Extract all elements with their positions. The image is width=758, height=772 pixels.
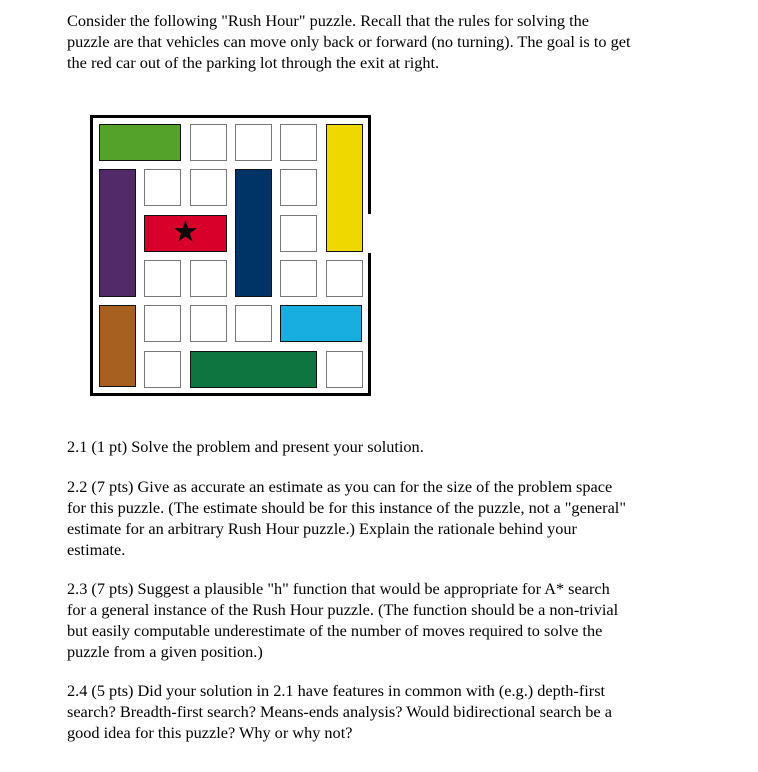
empty-cell (190, 169, 227, 206)
board-exit (368, 214, 372, 253)
rush-hour-board (90, 115, 371, 396)
star-icon: ★ (171, 215, 199, 249)
navy-truck[interactable] (235, 169, 272, 297)
text-line: puzzle are that vehicles can move only back or forward (no turning). The goal is to get (67, 32, 631, 51)
empty-cell (144, 169, 181, 206)
empty-cell (190, 124, 227, 161)
empty-cell (326, 351, 363, 388)
question-2-2 (67, 476, 626, 560)
empty-cell (235, 305, 272, 342)
text-line: for a general instance of the Rush Hour puzzle. (The function should be a non-trivial (67, 600, 619, 619)
text-line: 2.4 (5 pts) Did your solution in 2.1 have features in common with (e.g.) depth-first (67, 681, 606, 700)
green-car[interactable] (99, 124, 181, 161)
text-line: 2.2 (7 pts) Give as accurate an estimate as you can for the size of the problem space (67, 477, 613, 496)
text-line: Consider the following "Rush Hour" puzzle. Recall that the rules for solving the (67, 11, 589, 30)
text-line: search? Breadth-first search? Means-ends analysis? Would bidirectional search be a (67, 702, 612, 721)
text-line: 2.3 (7 pts) Suggest a plausible "h" function that would be appropriate for A* search (67, 579, 610, 598)
text-line: estimate. (67, 540, 126, 559)
text-line: estimate for an arbitrary Rush Hour puzzle.) Explain the rationale behind your (67, 519, 577, 538)
empty-cell (280, 169, 317, 206)
cyan-car[interactable] (280, 305, 362, 342)
text-line: 2.1 (1 pt) Solve the problem and present your solution. (67, 437, 424, 456)
yellow-truck[interactable] (326, 124, 363, 252)
empty-cell (235, 124, 272, 161)
empty-cell (280, 124, 317, 161)
empty-cell (144, 351, 181, 388)
text-line: for this puzzle. (The estimate should be for this instance of the puzzle, not a "general" (67, 498, 626, 517)
text-line: but easily computable underestimate of the number of moves required to solve the (67, 621, 603, 640)
purple-truck[interactable] (99, 169, 136, 297)
question-2-4 (67, 680, 612, 743)
text-line: good idea for this puzzle? Why or why not? (67, 723, 353, 742)
question-2-1 (67, 436, 424, 457)
red-car[interactable] (144, 215, 226, 252)
empty-cell (190, 260, 227, 297)
empty-cell (144, 305, 181, 342)
empty-cell (280, 215, 317, 252)
empty-cell (190, 305, 227, 342)
empty-cell (326, 260, 363, 297)
text-line: the red car out of the parking lot through the exit at right. (67, 53, 440, 72)
orange-car[interactable] (99, 305, 136, 387)
dark-green-truck[interactable] (190, 351, 318, 388)
text-line: puzzle from a given position.) (67, 642, 263, 661)
empty-cell (280, 260, 317, 297)
empty-cell (144, 260, 181, 297)
question-2-3 (67, 578, 618, 662)
intro-paragraph (67, 10, 630, 73)
